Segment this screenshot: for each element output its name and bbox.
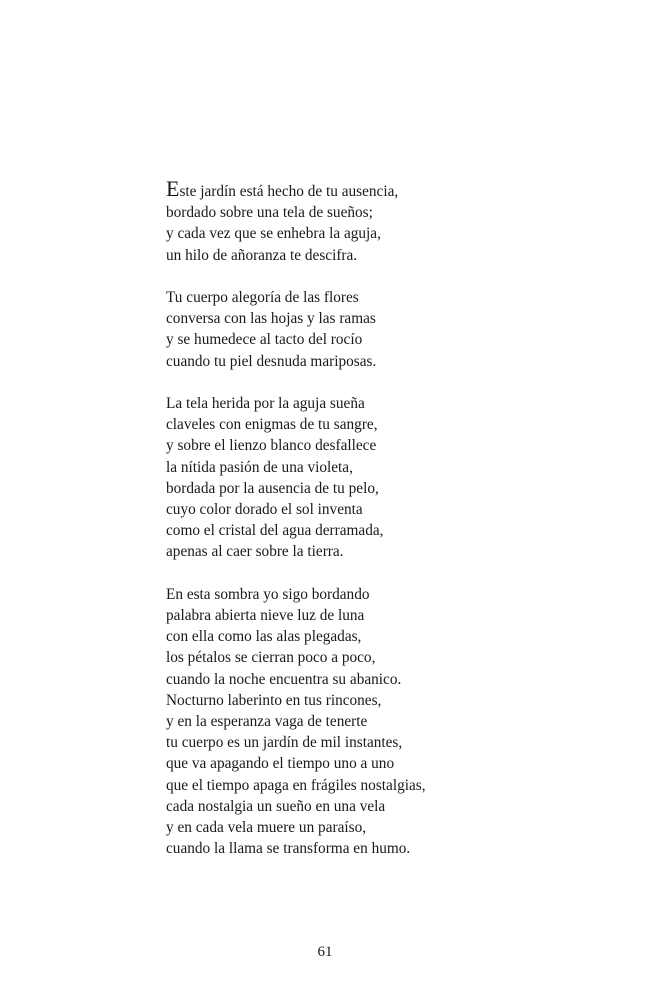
stanza-1 — [166, 178, 606, 266]
poem-line: palabra abierta nieve luz de luna — [166, 607, 365, 625]
poem-line: y cada vez que se enhebra la aguja, — [166, 225, 381, 243]
poem-line: bordado sobre una tela de sueños; — [166, 204, 373, 222]
poem-line: conversa con las hojas y las ramas — [166, 310, 376, 328]
stanza-3 — [166, 393, 606, 563]
poem-line: con ella como las alas plegadas, — [166, 628, 362, 646]
poem-line: claveles con enigmas de tu sangre, — [166, 416, 378, 434]
stanza-4 — [166, 584, 606, 860]
poem-line: tu cuerpo es un jardín de mil instantes, — [166, 734, 403, 752]
poem-line: los pétalos se cierran poco a poco, — [166, 649, 376, 667]
poem-line: como el cristal del agua derramada, — [166, 522, 384, 540]
poem-line-text: ste jardín está hecho de tu ausencia, — [179, 183, 399, 200]
poem-line: un hilo de añoranza te descifra. — [166, 246, 358, 264]
drop-cap: E — [166, 176, 180, 201]
poem-line: Tu cuerpo alegoría de las flores — [166, 289, 359, 306]
poem-line — [166, 178, 606, 202]
poem-line: cada nostalgia un sueño en una vela — [166, 797, 386, 815]
poem-line: La tela herida por la aguja sueña — [166, 395, 365, 412]
poem-line: cuyo color dorado el sol inventa — [166, 501, 363, 519]
poem-line: la nítida pasión de una violeta, — [166, 458, 353, 476]
poem-line: cuando la llama se transforma en humo. — [166, 840, 411, 858]
poem — [166, 178, 606, 859]
poem-line: y sobre el lienzo blanco desfallece — [166, 437, 377, 455]
poem-line: y en cada vela muere un paraíso, — [166, 819, 367, 837]
poem-line: bordada por la ausencia de tu pelo, — [166, 479, 379, 497]
poem-line: cuando la noche encuentra su abanico. — [166, 670, 402, 688]
page-number: 61 — [317, 944, 333, 960]
stanza-2 — [166, 287, 606, 372]
poem-line: que va apagando el tiempo uno a uno — [166, 755, 395, 773]
poem-line: apenas al caer sobre la tierra. — [166, 543, 344, 561]
poem-line: y en la esperanza vaga de tenerte — [166, 713, 368, 731]
poem-line: que el tiempo apaga en frágiles nostalgias, — [166, 776, 426, 794]
poem-line: Nocturno laberinto en tus rincones, — [166, 691, 382, 709]
poem-line: cuando tu piel desnuda mariposas. — [166, 352, 377, 370]
poem-line: En esta sombra yo sigo bordando — [166, 585, 370, 603]
poem-line: y se humedece al tacto del rocío — [166, 331, 363, 349]
